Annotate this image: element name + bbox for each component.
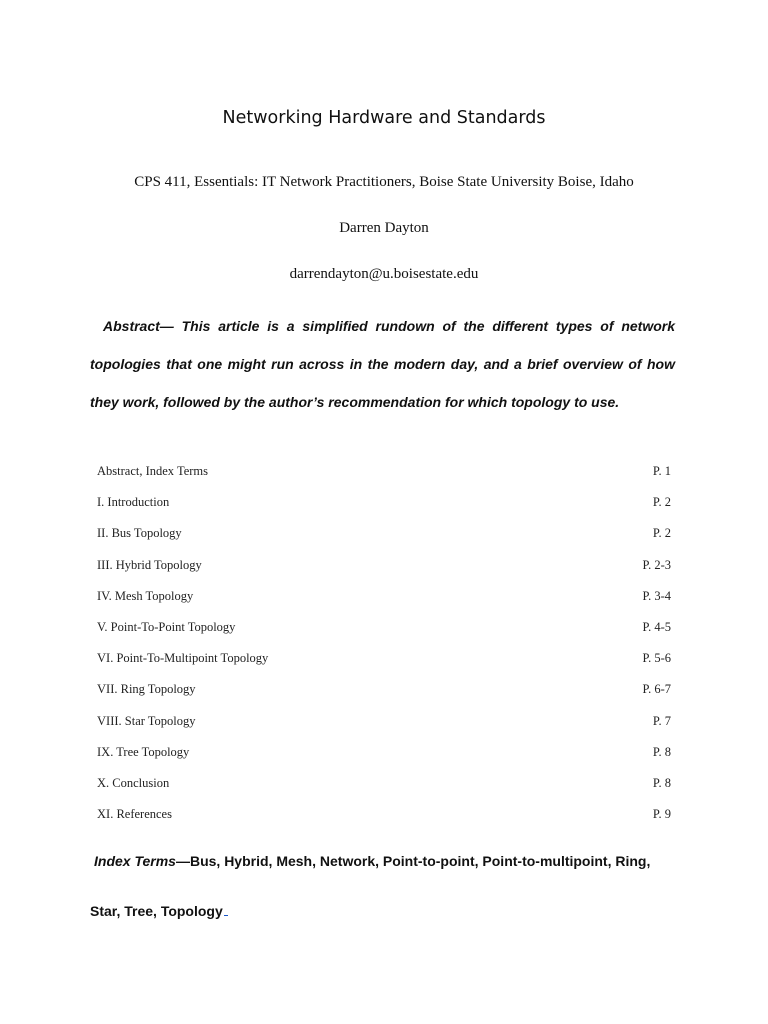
toc-section-title: IV. Mesh Topology <box>97 588 194 603</box>
toc-page-number: P. 5-6 <box>642 651 671 666</box>
abstract-label: Abstract— <box>103 318 174 334</box>
toc-section-title: I. Introduction <box>97 495 170 510</box>
toc-page-number: P. 4-5 <box>642 619 671 634</box>
toc-section-title: VII. Ring Topology <box>97 682 196 697</box>
document-title: Networking Hardware and Standards <box>222 108 546 128</box>
toc-section-title: III. Hybrid Topology <box>97 557 202 572</box>
toc-page-number: P. 9 <box>652 807 671 822</box>
toc-page-number: P. 7 <box>652 713 671 728</box>
toc-row <box>97 805 671 836</box>
toc-row <box>97 524 671 555</box>
index-terms-label: Index Terms <box>94 853 176 869</box>
toc-page-number: P. 6-7 <box>642 682 671 697</box>
toc-page-number: P. 8 <box>652 775 671 790</box>
toc-section-title: IX. Tree Topology <box>97 744 190 759</box>
toc-row <box>97 774 671 805</box>
toc-section-title: Abstract, Index Terms <box>97 464 209 478</box>
toc-section-title: X. Conclusion <box>97 775 170 790</box>
toc-row <box>97 556 671 587</box>
toc-page-number: P. 2 <box>652 495 671 510</box>
author-name: Darren Dayton <box>339 220 429 236</box>
toc-page-number: P. 8 <box>652 744 671 759</box>
toc-row <box>97 587 671 618</box>
toc-row <box>97 680 671 711</box>
toc-page-number: P. 1 <box>652 464 671 478</box>
toc-row <box>97 743 671 774</box>
toc-section-title: VI. Point-To-Multipoint Topology <box>97 651 269 666</box>
toc-section-title: V. Point-To-Point Topology <box>97 619 236 634</box>
index-terms-paragraph <box>90 836 680 936</box>
toc-row <box>97 712 671 743</box>
toc-page-number: P. 2 <box>652 526 671 541</box>
table-of-contents <box>97 462 671 836</box>
abstract-paragraph <box>90 307 675 421</box>
text-cursor-mark <box>224 903 228 916</box>
toc-row <box>97 493 671 524</box>
abstract-text: This article is a simplified rundown of the different types of network topologies that one might run across in the modern day, and a brief overview of how they work, followed by the author’s recommendation for which topology to use. <box>90 318 675 410</box>
toc-page-number: P. 3-4 <box>642 588 671 603</box>
toc-section-title: VIII. Star Topology <box>97 713 196 728</box>
index-terms-list: Bus, Hybrid, Mesh, Network, Point-to-point, Point-to-multipoint, Ring, Star, Tree, Topology <box>90 853 651 919</box>
author-email: darrendayton@u.boisestate.edu <box>289 266 479 282</box>
toc-page-number: P. 2-3 <box>642 557 671 572</box>
course-affiliation: CPS 411, Essentials: IT Network Practitioners, Boise State University Boise, Idaho <box>134 174 634 190</box>
toc-section-title: II. Bus Topology <box>97 526 182 541</box>
toc-row <box>97 462 671 493</box>
toc-row <box>97 649 671 680</box>
toc-row <box>97 618 671 649</box>
index-terms-dash: — <box>175 853 190 869</box>
toc-section-title: XI. References <box>97 807 172 822</box>
